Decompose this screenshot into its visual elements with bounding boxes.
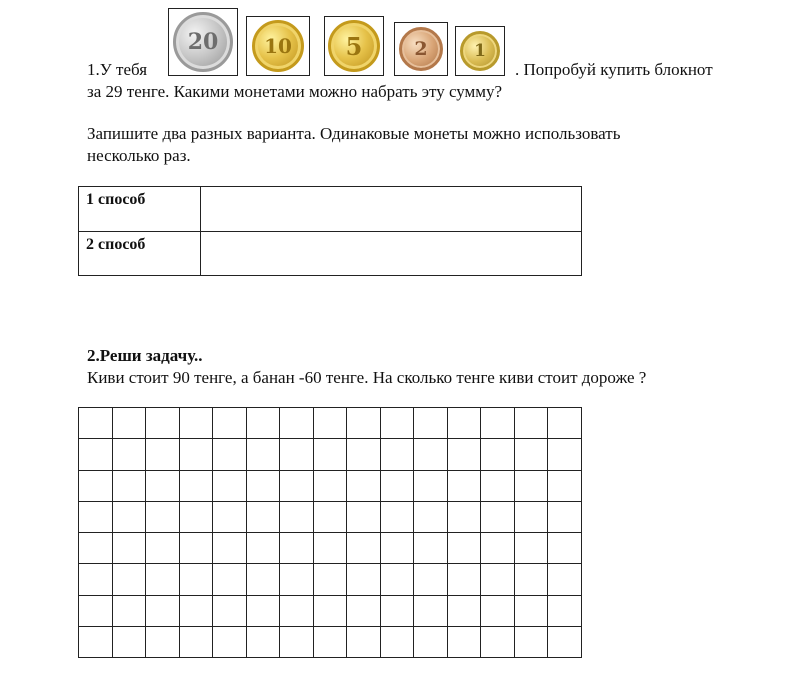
grid-cell[interactable]: [448, 471, 482, 502]
grid-cell[interactable]: [280, 502, 314, 533]
grid-cell[interactable]: [347, 439, 381, 470]
grid-cell[interactable]: [180, 627, 214, 658]
grid-cell[interactable]: [280, 471, 314, 502]
grid-cell[interactable]: [414, 502, 448, 533]
grid-cell[interactable]: [548, 471, 582, 502]
grid-cell[interactable]: [381, 596, 415, 627]
grid-cell[interactable]: [113, 627, 147, 658]
grid-cell[interactable]: [548, 596, 582, 627]
grid-cell[interactable]: [314, 439, 348, 470]
coin-2-tenge: [394, 22, 448, 76]
grid-cell[interactable]: [113, 564, 147, 595]
grid-cell[interactable]: [180, 533, 214, 564]
grid-cell[interactable]: [280, 564, 314, 595]
grid-cell[interactable]: [213, 627, 247, 658]
grid-cell[interactable]: [314, 502, 348, 533]
grid-cell[interactable]: [414, 564, 448, 595]
coin-20-tenge: [168, 8, 238, 76]
grid-cell[interactable]: [79, 627, 113, 658]
grid-cell[interactable]: [414, 627, 448, 658]
grid-cell[interactable]: [280, 627, 314, 658]
coin-20-icon: [173, 12, 233, 72]
coin-5-value: 5: [345, 31, 363, 61]
grid-cell[interactable]: [146, 439, 180, 470]
grid-cell[interactable]: [414, 439, 448, 470]
coin-5-tenge: [324, 16, 384, 76]
grid-cell[interactable]: [515, 408, 549, 439]
grid-cell[interactable]: [79, 564, 113, 595]
grid-cell[interactable]: [347, 471, 381, 502]
coin-2-value: 2: [414, 38, 428, 60]
grid-cell[interactable]: [481, 439, 515, 470]
grid-cell[interactable]: [347, 596, 381, 627]
grid-cell[interactable]: [146, 596, 180, 627]
grid-cell[interactable]: [180, 408, 214, 439]
grid-cell[interactable]: [280, 408, 314, 439]
grid-cell[interactable]: [481, 471, 515, 502]
task1-line2: за 29 тенге. Какими монетами можно набрать эту сумму?: [87, 82, 503, 101]
coin-10-value: 10: [264, 34, 292, 58]
grid-cell[interactable]: [247, 596, 281, 627]
grid-cell[interactable]: [381, 533, 415, 564]
grid-cell[interactable]: [515, 533, 549, 564]
grid-cell[interactable]: [247, 408, 281, 439]
grid-cell[interactable]: [146, 471, 180, 502]
grid-cell[interactable]: [548, 439, 582, 470]
grid-cell[interactable]: [247, 502, 281, 533]
grid-cell[interactable]: [515, 564, 549, 595]
table-row: [79, 232, 582, 276]
grid-cell[interactable]: [79, 408, 113, 439]
grid-cell[interactable]: [79, 596, 113, 627]
grid-cell[interactable]: [113, 408, 147, 439]
grid-cell[interactable]: [414, 408, 448, 439]
grid-cell[interactable]: [280, 439, 314, 470]
grid-cell[interactable]: [79, 502, 113, 533]
task2-problem: Киви стоит 90 тенге, а банан -60 тенге. На сколько тенге киви стоит дороже ?: [87, 368, 647, 387]
method-1-answer-cell[interactable]: [201, 187, 582, 232]
grid-cell[interactable]: [414, 596, 448, 627]
grid-cell[interactable]: [247, 439, 281, 470]
grid-cell[interactable]: [79, 439, 113, 470]
grid-cell[interactable]: [481, 502, 515, 533]
grid-cell[interactable]: [448, 408, 482, 439]
task1-intro: 1.У тебя: [87, 60, 148, 79]
grid-cell[interactable]: [347, 627, 381, 658]
method-2-label: 2 способ: [79, 232, 201, 276]
answer-table: [78, 186, 582, 276]
grid-cell[interactable]: [213, 596, 247, 627]
grid-cell[interactable]: [347, 564, 381, 595]
grid-cell[interactable]: [213, 564, 247, 595]
coin-1-tenge: [455, 26, 505, 76]
grid-cell[interactable]: [146, 502, 180, 533]
grid-cell[interactable]: [314, 471, 348, 502]
grid-cell[interactable]: [113, 533, 147, 564]
table-row: [79, 187, 582, 232]
grid-cell[interactable]: [113, 471, 147, 502]
grid-cell[interactable]: [113, 596, 147, 627]
grid-cell[interactable]: [314, 596, 348, 627]
task2-title: 2.Реши задачу..: [87, 346, 203, 365]
grid-cell[interactable]: [213, 471, 247, 502]
grid-cell[interactable]: [481, 564, 515, 595]
grid-cell[interactable]: [146, 408, 180, 439]
grid-cell[interactable]: [515, 627, 549, 658]
method-1-label: 1 способ: [79, 187, 201, 232]
grid-cell[interactable]: [280, 533, 314, 564]
grid-cell[interactable]: [448, 596, 482, 627]
grid-cell[interactable]: [381, 564, 415, 595]
grid-cell[interactable]: [448, 627, 482, 658]
grid-cell[interactable]: [247, 627, 281, 658]
grid-cell[interactable]: [180, 596, 214, 627]
coin-10-tenge: [246, 16, 310, 76]
grid-cell[interactable]: [180, 439, 214, 470]
grid-cell[interactable]: [381, 439, 415, 470]
grid-cell[interactable]: [481, 596, 515, 627]
grid-cell[interactable]: [515, 502, 549, 533]
coin-1-icon: [460, 31, 500, 71]
grid-cell[interactable]: [414, 471, 448, 502]
grid-cell[interactable]: [515, 596, 549, 627]
method-2-answer-cell[interactable]: [201, 232, 582, 276]
grid-cell[interactable]: [213, 502, 247, 533]
grid-cell[interactable]: [548, 627, 582, 658]
grid-cell[interactable]: [548, 408, 582, 439]
grid-cell[interactable]: [314, 627, 348, 658]
grid-cell[interactable]: [180, 564, 214, 595]
grid-cell[interactable]: [448, 502, 482, 533]
grid-cell[interactable]: [146, 627, 180, 658]
coin-1-value: 1: [474, 41, 486, 61]
grid-cell[interactable]: [314, 564, 348, 595]
task1-after-coins: . Попробуй купить блокнот: [515, 60, 713, 79]
grid-cell[interactable]: [213, 408, 247, 439]
coin-20-value: 20: [187, 29, 219, 55]
grid-cell[interactable]: [113, 502, 147, 533]
solution-grid[interactable]: [78, 407, 582, 658]
grid-cell[interactable]: [146, 564, 180, 595]
grid-cell[interactable]: [280, 596, 314, 627]
grid-cell[interactable]: [247, 564, 281, 595]
grid-cell[interactable]: [213, 533, 247, 564]
grid-cell[interactable]: [448, 439, 482, 470]
grid-cell[interactable]: [381, 408, 415, 439]
coin-2-icon: [399, 27, 443, 71]
grid-cell[interactable]: [381, 502, 415, 533]
grid-cell[interactable]: [548, 533, 582, 564]
grid-cell[interactable]: [113, 439, 147, 470]
grid-cell[interactable]: [79, 471, 113, 502]
grid-cell[interactable]: [347, 502, 381, 533]
coin-5-icon: [328, 20, 380, 72]
grid-cell[interactable]: [481, 533, 515, 564]
grid-cell[interactable]: [247, 533, 281, 564]
grid-cell[interactable]: [548, 564, 582, 595]
task1-instruction-line1: Запишите два разных варианта. Одинаковые монеты можно использовать: [87, 124, 621, 143]
grid-cell[interactable]: [381, 627, 415, 658]
grid-cell[interactable]: [247, 471, 281, 502]
grid-cell[interactable]: [448, 564, 482, 595]
grid-cell[interactable]: [180, 471, 214, 502]
grid-cell[interactable]: [314, 408, 348, 439]
grid-cell[interactable]: [548, 502, 582, 533]
grid-cell[interactable]: [146, 533, 180, 564]
grid-cell[interactable]: [414, 533, 448, 564]
grid-cell[interactable]: [448, 533, 482, 564]
grid-cell[interactable]: [180, 502, 214, 533]
grid-cell[interactable]: [515, 471, 549, 502]
coin-10-icon: [252, 20, 304, 72]
task1-instruction-line2: несколько раз.: [87, 146, 191, 165]
grid-cell[interactable]: [314, 533, 348, 564]
grid-cell[interactable]: [481, 627, 515, 658]
grid-cell[interactable]: [347, 533, 381, 564]
grid-cell[interactable]: [515, 439, 549, 470]
grid-cell[interactable]: [381, 471, 415, 502]
grid-cell[interactable]: [347, 408, 381, 439]
grid-cell[interactable]: [481, 408, 515, 439]
grid-cell[interactable]: [213, 439, 247, 470]
grid-cell[interactable]: [79, 533, 113, 564]
